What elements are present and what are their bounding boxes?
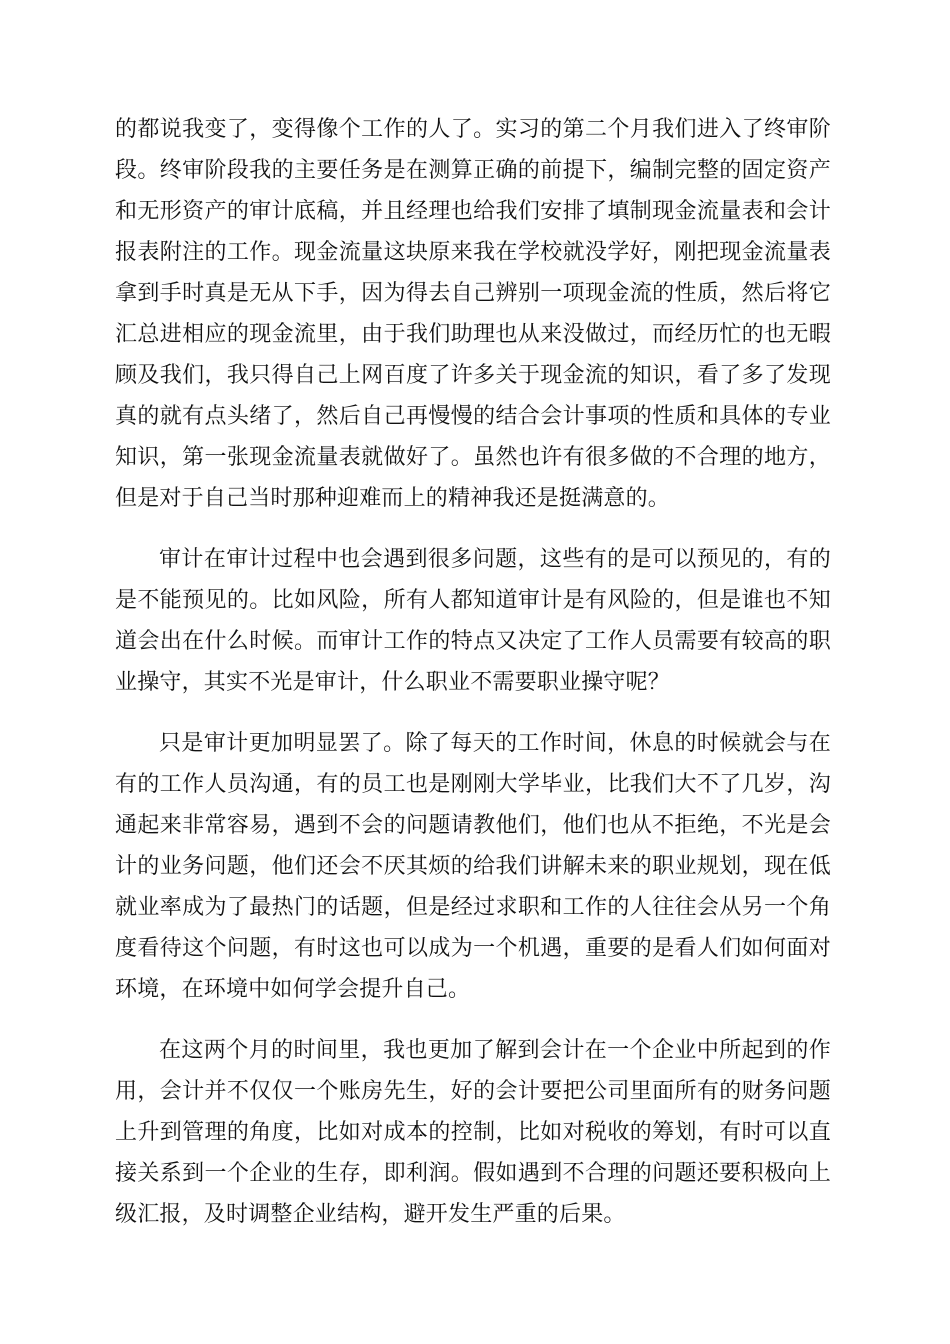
paragraph-2: 审计在审计过程中也会遇到很多问题，这些有的是可以预见的，有的是不能预见的。比如风险，所有人都知道审计是有风险的，但是谁也不知道会出在什么时候。而审计工作的特点又决定了工作人员需要有较高的职业操守，其实不光是审计，什么职业不需要职业操守呢？ [115, 547, 831, 695]
document-body [115, 109, 831, 1235]
paragraph-4: 在这两个月的时间里，我也更加了解到会计在一个企业中所起到的作用，会计并不仅仅一个账房先生，好的会计要把公司里面所有的财务问题上升到管理的角度，比如对成本的控制，比如对税收的筹划，有时可以直接关系到一个企业的生存，即利润。假如遇到不合理的问题还要积极向上级汇报，及时调整企业结构，避开发生严重的后果。 [115, 1038, 831, 1227]
paragraph-1: 的都说我变了，变得像个工作的人了。实习的第二个月我们进入了终审阶段。终审阶段我的主要任务是在测算正确的前提下，编制完整的固定资产和无形资产的审计底稿，并且经理也给我们安排了填制现金流量表和会计报表附注的工作。现金流量这块原来我在学校就没学好，刚把现金流量表拿到手时真是无从下手，因为得去自己辨别一项现金流的性质，然后将它汇总进相应的现金流里，由于我们助理也从来没做过，而经历忙的也无暇顾及我们，我只得自己上网百度了许多关于现金流的知识，看了多了发现真的就有点头绪了，然后自己再慢慢的结合会计事项的性质和具体的专业知识，第一张现金流量表就做好了。虽然也许有很多做的不合理的地方，但是对于自己当时那种迎难而上的精神我还是挺满意的。 [115, 117, 831, 511]
paragraph-3: 只是审计更加明显罢了。除了每天的工作时间，休息的时候就会与在有的工作人员沟通，有的员工也是刚刚大学毕业，比我们大不了几岁，沟通起来非常容易，遇到不会的问题请教他们，他们也从不拒绝，不光是会计的业务问题，他们还会不厌其烦的给我们讲解未来的职业规划，现在低就业率成为了最热门的话题，但是经过求职和工作的人往往会从另一个角度看待这个问题，有时这也可以成为一个机遇，重要的是看人们如何面对环境，在环境中如何学会提升自己。 [115, 731, 831, 1002]
